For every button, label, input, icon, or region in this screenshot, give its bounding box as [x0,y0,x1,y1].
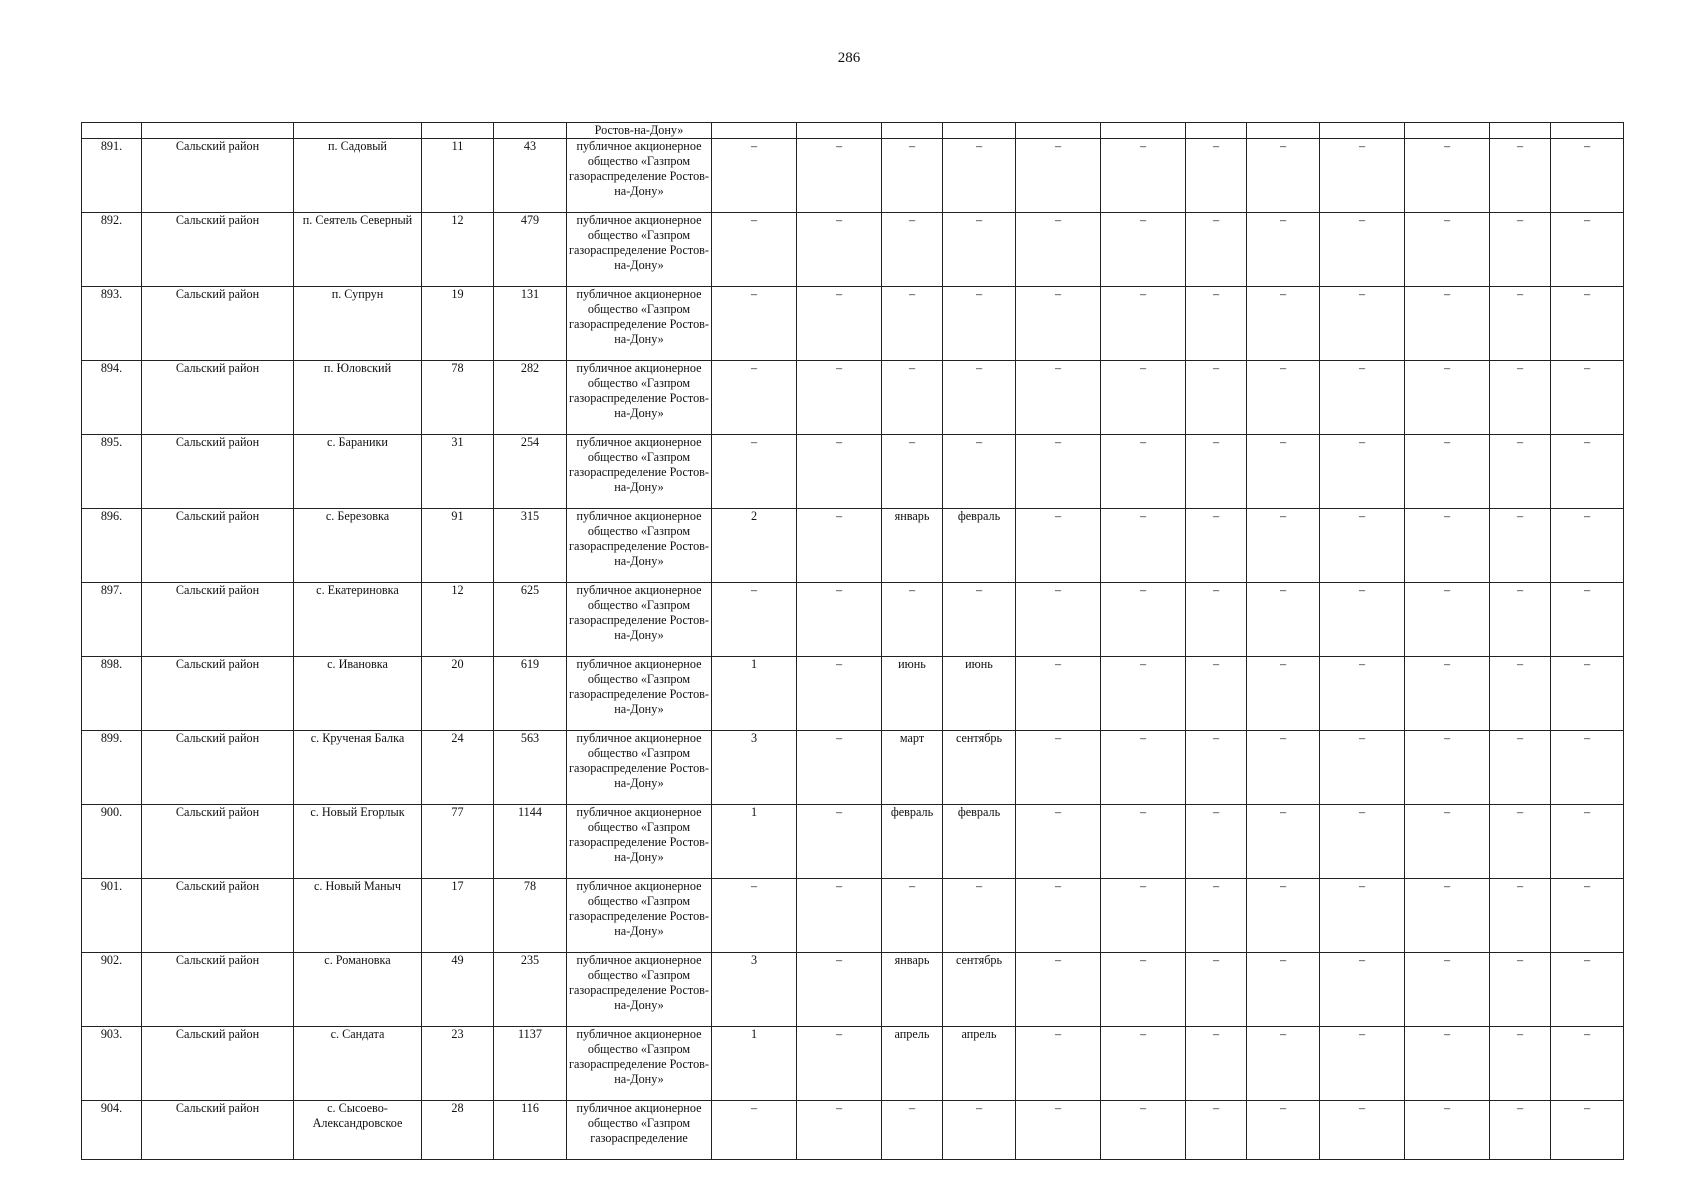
dash-cell: – [1186,287,1247,361]
empty-cell [1186,123,1247,139]
dash-cell: – [1247,657,1320,731]
end-month-cell: – [943,1101,1016,1160]
value-cell: 1 [712,657,797,731]
end-month-cell: сентябрь [943,731,1016,805]
dash-cell: – [1186,435,1247,509]
end-month-cell: июнь [943,657,1016,731]
dash-cell: – [1186,1101,1247,1160]
dash-cell: – [1490,1101,1551,1160]
end-month-cell: – [943,879,1016,953]
district-cell: Сальский район [142,509,294,583]
value-cell: 91 [422,509,494,583]
value-cell: 619 [494,657,567,731]
row-number-cell: 904. [82,1101,142,1160]
empty-cell [943,123,1016,139]
dash-cell: – [1320,953,1405,1027]
value-cell: – [712,287,797,361]
table-row [82,213,1624,287]
row-number-cell: 896. [82,509,142,583]
dash-cell: – [1247,805,1320,879]
row-number-cell: 902. [82,953,142,1027]
value-cell: – [712,139,797,213]
dash-cell: – [1320,287,1405,361]
dash-cell: – [1551,361,1624,435]
settlement-cell: п. Юловский [294,361,422,435]
row-number-cell: 893. [82,287,142,361]
table-row [82,731,1624,805]
dash-cell: – [1247,879,1320,953]
empty-cell [294,123,422,139]
row-number-cell: 901. [82,879,142,953]
organization-cell: публичное акционерное общество «Газпром газораспределение Ростов-на-Дону» [567,657,712,731]
value-cell: 1144 [494,805,567,879]
dash-cell: – [1101,879,1186,953]
value-cell: – [797,953,882,1027]
dash-cell: – [1320,509,1405,583]
settlement-cell: п. Супрун [294,287,422,361]
dash-cell: – [1490,731,1551,805]
value-cell: – [797,213,882,287]
value-cell: 78 [422,361,494,435]
value-cell: 2 [712,509,797,583]
start-month-cell: июнь [882,657,943,731]
dash-cell: – [1405,731,1490,805]
value-cell: – [712,1101,797,1160]
start-month-cell: – [882,435,943,509]
dash-cell: – [1490,287,1551,361]
end-month-cell: февраль [943,509,1016,583]
organization-cell: публичное акционерное общество «Газпром газораспределение Ростов-на-Дону» [567,287,712,361]
dash-cell: – [1405,139,1490,213]
dash-cell: – [1551,139,1624,213]
value-cell: 3 [712,731,797,805]
settlement-cell: с. Бараники [294,435,422,509]
settlement-cell: с. Новый Маныч [294,879,422,953]
district-cell: Сальский район [142,953,294,1027]
dash-cell: – [1101,953,1186,1027]
table-row [82,287,1624,361]
value-cell: 1137 [494,1027,567,1101]
value-cell: – [797,435,882,509]
dash-cell: – [1320,435,1405,509]
value-cell: – [797,657,882,731]
district-cell: Сальский район [142,213,294,287]
dash-cell: – [1101,805,1186,879]
empty-cell [1320,123,1405,139]
organization-cell: публичное акционерное общество «Газпром газораспределение Ростов-на-Дону» [567,435,712,509]
dash-cell: – [1247,1027,1320,1101]
value-cell: – [797,805,882,879]
dash-cell: – [1101,509,1186,583]
organization-cell: публичное акционерное общество «Газпром газораспределение Ростов-на-Дону» [567,361,712,435]
value-cell: 31 [422,435,494,509]
dash-cell: – [1016,139,1101,213]
dash-cell: – [1405,879,1490,953]
empty-cell [494,123,567,139]
value-cell: – [712,583,797,657]
dash-cell: – [1320,1101,1405,1160]
district-cell: Сальский район [142,435,294,509]
end-month-cell: – [943,139,1016,213]
dash-cell: – [1186,731,1247,805]
row-number-cell: 894. [82,361,142,435]
row-number-cell: 897. [82,583,142,657]
dash-cell: – [1405,287,1490,361]
district-cell: Сальский район [142,361,294,435]
dash-cell: – [1490,509,1551,583]
dash-cell: – [1247,583,1320,657]
district-cell: Сальский район [142,287,294,361]
organization-cell: публичное акционерное общество «Газпром газораспределение Ростов-на-Дону» [567,213,712,287]
value-cell: 17 [422,879,494,953]
end-month-cell: сентябрь [943,953,1016,1027]
end-month-cell: – [943,287,1016,361]
dash-cell: – [1186,361,1247,435]
dash-cell: – [1320,805,1405,879]
value-cell: 77 [422,805,494,879]
value-cell: 282 [494,361,567,435]
empty-cell [882,123,943,139]
dash-cell: – [1551,583,1624,657]
value-cell: 479 [494,213,567,287]
value-cell: 254 [494,435,567,509]
table-row [82,953,1624,1027]
value-cell: 1 [712,1027,797,1101]
dash-cell: – [1016,509,1101,583]
dash-cell: – [1247,953,1320,1027]
value-cell: 625 [494,583,567,657]
dash-cell: – [1247,1101,1320,1160]
end-month-cell: – [943,361,1016,435]
settlement-cell: с. Ивановка [294,657,422,731]
dash-cell: – [1016,953,1101,1027]
dash-cell: – [1016,657,1101,731]
district-cell: Сальский район [142,139,294,213]
end-month-cell: – [943,435,1016,509]
value-cell: – [797,1101,882,1160]
settlement-cell: с. Новый Егорлык [294,805,422,879]
data-table [81,122,1624,1160]
organization-cell: публичное акционерное общество «Газпром газораспределение Ростов-на-Дону» [567,953,712,1027]
start-month-cell: – [882,361,943,435]
dash-cell: – [1551,805,1624,879]
table-row [82,1101,1624,1160]
value-cell: 19 [422,287,494,361]
dash-cell: – [1186,657,1247,731]
value-cell: 235 [494,953,567,1027]
dash-cell: – [1490,1027,1551,1101]
dash-cell: – [1101,287,1186,361]
value-cell: 131 [494,287,567,361]
dash-cell: – [1551,953,1624,1027]
settlement-cell: с. Сысоево-Александровское [294,1101,422,1160]
value-cell: – [797,509,882,583]
dash-cell: – [1186,509,1247,583]
dash-cell: – [1186,139,1247,213]
district-cell: Сальский район [142,879,294,953]
value-cell: – [712,361,797,435]
value-cell: 12 [422,213,494,287]
district-cell: Сальский район [142,805,294,879]
start-month-cell: – [882,1101,943,1160]
organization-cell: публичное акционерное общество «Газпром газораспределение Ростов-на-Дону» [567,509,712,583]
dash-cell: – [1101,1027,1186,1101]
dash-cell: – [1551,1027,1624,1101]
dash-cell: – [1490,213,1551,287]
dash-cell: – [1490,805,1551,879]
dash-cell: – [1247,731,1320,805]
value-cell: – [712,879,797,953]
table-row [82,805,1624,879]
dash-cell: – [1320,731,1405,805]
organization-cell: публичное акционерное общество «Газпром газораспределение Ростов-на-Дону» [567,731,712,805]
row-number-cell: 891. [82,139,142,213]
value-cell: 24 [422,731,494,805]
dash-cell: – [1551,213,1624,287]
value-cell: – [797,1027,882,1101]
value-cell: 78 [494,879,567,953]
value-cell: 563 [494,731,567,805]
empty-cell [1247,123,1320,139]
end-month-cell: апрель [943,1027,1016,1101]
dash-cell: – [1016,1027,1101,1101]
dash-cell: – [1551,509,1624,583]
start-month-cell: март [882,731,943,805]
settlement-cell: с. Романовка [294,953,422,1027]
district-cell: Сальский район [142,1027,294,1101]
settlement-cell: с. Крученая Балка [294,731,422,805]
start-month-cell: январь [882,509,943,583]
dash-cell: – [1551,435,1624,509]
dash-cell: – [1016,805,1101,879]
dash-cell: – [1016,287,1101,361]
start-month-cell: – [882,879,943,953]
value-cell: 3 [712,953,797,1027]
value-cell: – [797,731,882,805]
dash-cell: – [1247,509,1320,583]
value-cell: 1 [712,805,797,879]
value-cell: – [797,583,882,657]
dash-cell: – [1101,657,1186,731]
value-cell: 49 [422,953,494,1027]
settlement-cell: п. Сеятель Северный [294,213,422,287]
district-cell: Сальский район [142,657,294,731]
organization-cell: публичное акционерное общество «Газпром газораспределение [567,1101,712,1160]
dash-cell: – [1186,1027,1247,1101]
empty-cell [422,123,494,139]
table-row [82,139,1624,213]
dash-cell: – [1101,213,1186,287]
dash-cell: – [1186,583,1247,657]
value-cell: – [797,879,882,953]
dash-cell: – [1320,361,1405,435]
value-cell: 28 [422,1101,494,1160]
dash-cell: – [1405,805,1490,879]
dash-cell: – [1490,583,1551,657]
start-month-cell: февраль [882,805,943,879]
start-month-cell: апрель [882,1027,943,1101]
value-cell: 11 [422,139,494,213]
empty-cell [1405,123,1490,139]
dash-cell: – [1405,583,1490,657]
start-month-cell: – [882,583,943,657]
table-row [82,435,1624,509]
dash-cell: – [1551,879,1624,953]
empty-cell [82,123,142,139]
dash-cell: – [1320,1027,1405,1101]
table-row [82,583,1624,657]
dash-cell: – [1405,361,1490,435]
dash-cell: – [1490,435,1551,509]
dash-cell: – [1016,731,1101,805]
dash-cell: – [1101,731,1186,805]
settlement-cell: п. Садовый [294,139,422,213]
dash-cell: – [1320,879,1405,953]
organization-cell: публичное акционерное общество «Газпром газораспределение Ростов-на-Дону» [567,139,712,213]
dash-cell: – [1016,1101,1101,1160]
dash-cell: – [1186,879,1247,953]
dash-cell: – [1247,139,1320,213]
end-month-cell: – [943,583,1016,657]
dash-cell: – [1320,213,1405,287]
table-body [82,123,1624,1160]
dash-cell: – [1247,213,1320,287]
page-number: 286 [837,50,861,66]
value-cell: 12 [422,583,494,657]
value-cell: – [797,287,882,361]
organization-cell: публичное акционерное общество «Газпром газораспределение Ростов-на-Дону» [567,583,712,657]
empty-cell [797,123,882,139]
start-month-cell: – [882,287,943,361]
dash-cell: – [1405,1027,1490,1101]
row-number-cell: 895. [82,435,142,509]
dash-cell: – [1016,213,1101,287]
dash-cell: – [1405,657,1490,731]
table-row [82,361,1624,435]
table-row-continuation [82,123,1624,139]
district-cell: Сальский район [142,1101,294,1160]
start-month-cell: – [882,213,943,287]
dash-cell: – [1186,953,1247,1027]
dash-cell: – [1186,213,1247,287]
empty-cell [712,123,797,139]
settlement-cell: с. Сандата [294,1027,422,1101]
empty-cell [1490,123,1551,139]
end-month-cell: февраль [943,805,1016,879]
dash-cell: – [1490,953,1551,1027]
value-cell: 43 [494,139,567,213]
organization-cell: публичное акционерное общество «Газпром газораспределение Ростов-на-Дону» [567,805,712,879]
dash-cell: – [1016,583,1101,657]
dash-cell: – [1551,287,1624,361]
dash-cell: – [1016,361,1101,435]
settlement-cell: с. Березовка [294,509,422,583]
value-cell: 23 [422,1027,494,1101]
dash-cell: – [1101,583,1186,657]
organization-cell: публичное акционерное общество «Газпром газораспределение Ростов-на-Дону» [567,1027,712,1101]
district-cell: Сальский район [142,583,294,657]
table-row [82,1027,1624,1101]
organization-cell: публичное акционерное общество «Газпром газораспределение Ростов-на-Дону» [567,879,712,953]
value-cell: – [712,213,797,287]
empty-cell [1551,123,1624,139]
value-cell: – [712,435,797,509]
dash-cell: – [1490,361,1551,435]
dash-cell: – [1247,361,1320,435]
dash-cell: – [1247,435,1320,509]
dash-cell: – [1101,1101,1186,1160]
dash-cell: – [1016,879,1101,953]
row-number-cell: 903. [82,1027,142,1101]
dash-cell: – [1101,435,1186,509]
dash-cell: – [1490,879,1551,953]
district-cell: Сальский район [142,731,294,805]
org-continuation-cell: Ростов-на-Дону» [567,123,712,139]
dash-cell: – [1405,509,1490,583]
empty-cell [1101,123,1186,139]
value-cell: 20 [422,657,494,731]
empty-cell [1016,123,1101,139]
dash-cell: – [1551,1101,1624,1160]
row-number-cell: 899. [82,731,142,805]
value-cell: – [797,139,882,213]
row-number-cell: 892. [82,213,142,287]
dash-cell: – [1101,361,1186,435]
value-cell: 315 [494,509,567,583]
dash-cell: – [1405,1101,1490,1160]
table-row [82,657,1624,731]
dash-cell: – [1490,657,1551,731]
end-month-cell: – [943,213,1016,287]
dash-cell: – [1320,583,1405,657]
dash-cell: – [1551,657,1624,731]
dash-cell: – [1016,435,1101,509]
dash-cell: – [1186,805,1247,879]
settlement-cell: с. Екатериновка [294,583,422,657]
dash-cell: – [1247,287,1320,361]
empty-cell [142,123,294,139]
table-row [82,879,1624,953]
start-month-cell: – [882,139,943,213]
value-cell: 116 [494,1101,567,1160]
start-month-cell: январь [882,953,943,1027]
dash-cell: – [1320,657,1405,731]
dash-cell: – [1405,435,1490,509]
value-cell: – [797,361,882,435]
row-number-cell: 900. [82,805,142,879]
dash-cell: – [1490,139,1551,213]
dash-cell: – [1101,139,1186,213]
dash-cell: – [1405,213,1490,287]
dash-cell: – [1320,139,1405,213]
table-row [82,509,1624,583]
dash-cell: – [1405,953,1490,1027]
dash-cell: – [1551,731,1624,805]
row-number-cell: 898. [82,657,142,731]
